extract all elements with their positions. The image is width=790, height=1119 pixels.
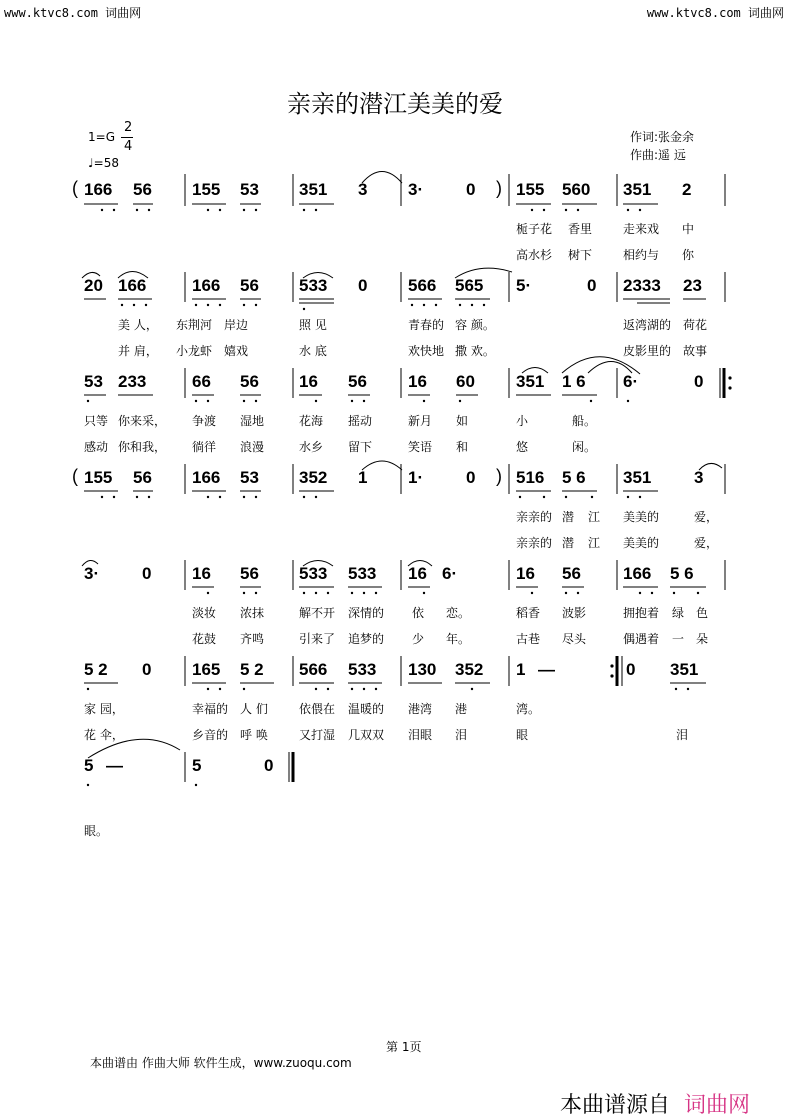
note-group: 233 (118, 372, 147, 391)
note-group: 56 (348, 372, 367, 391)
lyric: 争渡 (192, 414, 217, 428)
paren-close: ) (496, 178, 502, 198)
lyric: 高水杉 (516, 248, 553, 262)
lyric: 悠 (516, 440, 529, 454)
lyric: 深情的 (348, 606, 385, 620)
note-group: 1· (408, 468, 424, 487)
generator-credit: 本曲谱由 作曲大师 软件生成，www.zuoqu.com (90, 1056, 352, 1070)
lyric: 眼 (516, 728, 529, 742)
note-group: 565 (455, 276, 484, 295)
lyric: 徜徉 (192, 440, 217, 454)
note-group: 533 (348, 660, 377, 679)
note-group: 16 (516, 564, 535, 583)
lyric: 闲。 (572, 440, 597, 454)
note-group: 2 (682, 180, 692, 199)
lyric: 亲亲的 (516, 510, 553, 524)
lyric: 呼 唤 (240, 728, 268, 742)
lyric: 你 (682, 248, 695, 262)
brand-accent: 词曲网 (684, 1093, 751, 1118)
tempo-value: =58 (93, 156, 119, 170)
note-group: — (538, 660, 555, 679)
lyric: 稻香 (516, 606, 541, 620)
note-group: 566 (299, 660, 328, 679)
paren-open: ( (72, 466, 78, 486)
note-group: 351 (670, 660, 699, 679)
lyric: 花 伞， (84, 728, 124, 742)
lyric: 朵 (696, 632, 709, 646)
note-group: 0 (142, 564, 152, 583)
note-group: 533 (299, 276, 328, 295)
lyric: 和 (456, 440, 469, 454)
note-group: 53 (84, 372, 103, 391)
lyric: 你和我， (118, 440, 167, 454)
time-signature-top: 2 (124, 120, 133, 135)
note-group: 3· (408, 180, 424, 199)
lyric: 你来采， (118, 414, 167, 428)
note-group: 1 (358, 468, 368, 487)
note-group: 165 (192, 660, 221, 679)
note-group: 5 (84, 756, 94, 775)
note-group: 56 (240, 372, 259, 391)
note-group: 5 6 (670, 564, 694, 583)
note-group: 20 (84, 276, 103, 295)
lyric: 东荆河 (176, 318, 213, 332)
note-group: 0 (587, 276, 597, 295)
note-group: 0 (626, 660, 636, 679)
paren-open: ( (72, 178, 78, 198)
note-group: 560 (562, 180, 591, 199)
lyric: 皮影里的 (623, 344, 672, 358)
composer-credit: 作曲:遥 远 (630, 148, 686, 162)
lyric: 一 (672, 632, 685, 646)
lyric: 容 颜。 (455, 318, 495, 332)
lyric: 泪 (455, 728, 468, 742)
lyric: 岸边 (224, 318, 249, 332)
note-group: 0 (466, 468, 476, 487)
note-group: — (106, 756, 123, 775)
lyric: 家 园， (84, 702, 124, 716)
note-group: 566 (408, 276, 437, 295)
note-group: 166 (84, 180, 113, 199)
note-group: 5 6 (562, 468, 586, 487)
lyric: 故事 (683, 344, 708, 358)
lyric: 照 见 (299, 318, 327, 332)
lyric: 荷花 (683, 318, 708, 332)
lyric: 花鼓 (192, 632, 217, 646)
brand-footer (560, 1088, 750, 1119)
lyric: 并 肩， (118, 344, 158, 358)
note-group: 0 (466, 180, 476, 199)
lyric: 嬉戏 (224, 344, 249, 358)
note-group: 5 2 (84, 660, 108, 679)
note-group: 3 (694, 468, 704, 487)
note-group: 1 (516, 660, 526, 679)
note-group: 5 2 (240, 660, 264, 679)
note-group: 56 (240, 276, 259, 295)
lyric: 古巷 (516, 632, 541, 646)
note-group: 0 (142, 660, 152, 679)
note-group: 5 (192, 756, 202, 775)
time-signature-bottom: 4 (124, 139, 133, 154)
lyric: 港 (455, 702, 468, 716)
lyric: 解不开 (299, 606, 336, 620)
note-group: 56 (240, 564, 259, 583)
lyric: 色 (696, 606, 709, 620)
lyric: 泪眼 (408, 728, 433, 742)
watermark-right: www.ktvc8.com 词曲网 (646, 6, 784, 20)
note-group: 56 (133, 468, 152, 487)
lyric: 乡音的 (192, 728, 229, 742)
note-group: 1 6 (562, 372, 586, 391)
lyric: 撒 欢。 (455, 344, 495, 358)
lyric: 拥抱着 (623, 606, 660, 620)
note-group: 6· (442, 564, 458, 583)
lyric: 少 (412, 632, 425, 646)
note-group: 0 (694, 372, 704, 391)
lyric: 又打湿 (299, 728, 336, 742)
lyric: 小 (516, 414, 529, 428)
note-group: 56 (133, 180, 152, 199)
lyric: 温暖的 (348, 702, 385, 716)
lyric: 青春的 (408, 318, 445, 332)
note-group: 351 (623, 180, 652, 199)
lyric: 爱， (694, 510, 719, 524)
lyric: 返湾湖的 (623, 318, 672, 332)
lyric: 走来戏 (623, 222, 660, 236)
lyric: 只等 (84, 414, 109, 428)
lyric: 偶遇着 (623, 632, 660, 646)
note-group: 53 (240, 180, 259, 199)
lyric: 浓抹 (240, 606, 265, 620)
note-group: 16 (192, 564, 211, 583)
lyric: 新月 (408, 414, 433, 428)
lyric: 江 (588, 536, 601, 550)
note-group: 155 (192, 180, 221, 199)
note-group: 166 (623, 564, 652, 583)
lyric: 湾。 (516, 702, 541, 716)
key-signature: 1=G (88, 130, 115, 144)
lyric: 湿地 (240, 414, 265, 428)
note-group: 352 (455, 660, 484, 679)
lyric: 感动 (84, 440, 109, 454)
lyric: 潜 (562, 536, 575, 550)
note-group: 3· (84, 564, 100, 583)
note-group: 56 (562, 564, 581, 583)
page-number: 第 1页 (386, 1040, 422, 1054)
lyric: 幸福的 (192, 702, 229, 716)
note-group: 166 (192, 468, 221, 487)
note-group: 0 (264, 756, 274, 775)
lyric: 香里 (568, 222, 593, 236)
lyric: 爱， (694, 536, 719, 550)
note-group: 533 (299, 564, 328, 583)
lyric: 依偎在 (299, 702, 336, 716)
note-group: 66 (192, 372, 211, 391)
lyric: 中 (682, 222, 695, 236)
note-group: 6· (623, 372, 639, 391)
lyricist-credit: 作词:张金余 (630, 130, 695, 144)
lyric: 笑语 (408, 440, 433, 454)
lyric: 美美的 (623, 510, 660, 524)
note-group: 351 (516, 372, 545, 391)
note-group: 3 (358, 180, 368, 199)
lyric: 淡妆 (192, 606, 217, 620)
lyric: 船。 (572, 414, 597, 428)
quarter-note-icon: ♩ (88, 156, 94, 170)
lyric: 泪 (676, 728, 689, 742)
note-group: 23 (683, 276, 702, 295)
lyric: 恋。 (446, 606, 471, 620)
note-group: 53 (240, 468, 259, 487)
lyric: 如 (456, 414, 469, 428)
lyric: 美 人， (118, 318, 158, 332)
brand-text: 本曲谱源自 (560, 1093, 671, 1118)
page-title: 亲亲的潜江美美的爱 (287, 90, 503, 118)
watermark-left: www.ktvc8.com 词曲网 (4, 6, 142, 20)
lyric: 江 (588, 510, 601, 524)
lyric: 港湾 (408, 702, 433, 716)
lyric: 欢快地 (408, 344, 445, 358)
note-group: 155 (516, 180, 545, 199)
note-group: 516 (516, 468, 545, 487)
note-group: 351 (299, 180, 328, 199)
note-group: 155 (84, 468, 113, 487)
lyric: 潜 (562, 510, 575, 524)
note-group: 0 (358, 276, 368, 295)
note-group: 533 (348, 564, 377, 583)
lyric: 美美的 (623, 536, 660, 550)
lyric: 尽头 (562, 632, 587, 646)
note-group: 166 (192, 276, 221, 295)
lyric: 浪漫 (240, 440, 265, 454)
lyric: 年。 (446, 632, 471, 646)
lyric: 追梦的 (348, 632, 385, 646)
lyric: 留下 (348, 440, 373, 454)
lyric: 眼。 (84, 824, 109, 838)
lyric: 人 们 (240, 702, 268, 716)
lyric: 树下 (568, 248, 593, 262)
lyric: 波影 (562, 606, 587, 620)
note-group: 16 (408, 564, 427, 583)
note-group: 351 (623, 468, 652, 487)
paren-close: ) (496, 466, 502, 486)
note-group: 16 (299, 372, 318, 391)
lyric: 绿 (672, 606, 685, 620)
lyric: 栀子花 (516, 222, 553, 236)
note-group: 16 (408, 372, 427, 391)
note-group: 5· (516, 276, 532, 295)
lyric: 齐鸣 (240, 632, 265, 646)
lyric: 依 (412, 606, 425, 620)
lyric: 引来了 (299, 632, 336, 646)
note-group: 166 (118, 276, 147, 295)
lyric: 水乡 (299, 440, 324, 454)
note-group: 130 (408, 660, 437, 679)
lyric: 水 底 (299, 344, 327, 358)
note-group: 2333 (623, 276, 661, 295)
lyric: 亲亲的 (516, 536, 553, 550)
lyric: 几双双 (348, 728, 385, 742)
lyric: 相约与 (623, 248, 660, 262)
note-group: 352 (299, 468, 328, 487)
lyric: 花海 (299, 414, 324, 428)
lyric: 小龙虾 (176, 344, 213, 358)
lyric: 摇动 (348, 414, 373, 428)
note-group: 60 (456, 372, 475, 391)
